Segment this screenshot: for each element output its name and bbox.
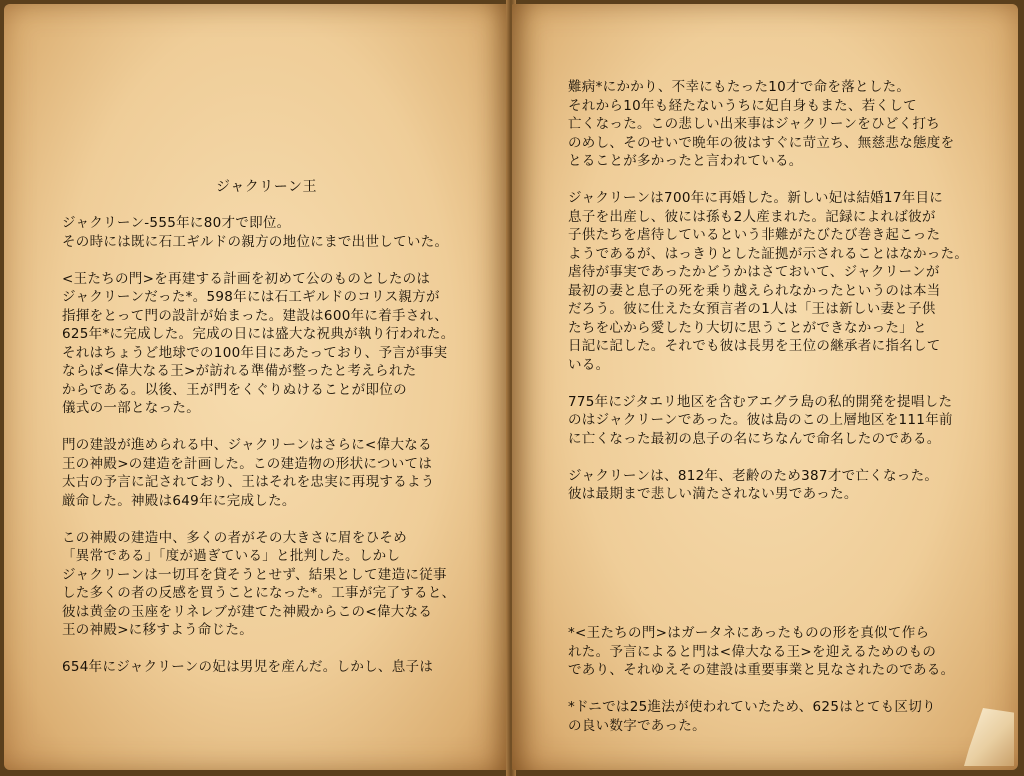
- left-page-body: [62, 214, 492, 695]
- paragraph: ジャクリーンは、812年、老齢のため387才で亡くなった。 彼は最期まで悲しい満たされない男であった。: [568, 467, 939, 502]
- right-page: [512, 4, 1018, 770]
- page-title: ジャクリーン王: [216, 179, 317, 195]
- paragraph: 難病*にかかり、不幸にもたった10才で命を落とした。 それから10年も経たないうちに妃自身もまた、若くして 亡くなった。この悲しい出来事はジャクリーンをひどく打ち のめし、そのせいで晩年の彼はすぐに苛立ち、無慈悲な態度を とることが多かったと言われている。: [568, 79, 955, 169]
- footnote: *<王たちの門>はガータネにあったものの形を真似て作ら れた。予言によると門は<偉大なる王>を迎えるためのもの であり、それゆえその建設は重要事業と見なされたのである。: [568, 625, 955, 678]
- paragraph: ジャクリーン-555年に80才で即位。 その時には既に石工ギルドの親方の地位にまで出世していた。: [62, 215, 449, 250]
- paragraph: 775年にジタエリ地区を含むアエグラ島の私的開発を提唱した のはジャクリーンであった。彼は島のこの上層地区を111年前 に亡くなった最初の息子の名にちなんで命名したのである。: [568, 393, 953, 447]
- left-page: [4, 4, 510, 770]
- footnotes: [568, 624, 1008, 754]
- paragraph: ジャクリーンは700年に再婚した。新しい妃は結婚17年目に 息子を出産し、彼には孫も2人産まれた。記録によれば彼が 子供たちを虐待しているという非難がたびたび巻き起こった ようであるが、はっきりとした証拠が示されることはなかった。 虐待が事実であったかどうかはさておいて、ジャクリーンが 最初の妻と息子の死を乗り越えられなかったというのは本当 だろう。彼に仕えた女預言者の1人は「王は新しい妻と子供 たちを心から愛したり大切に思うことができなかった」と 日記に記した。それでも彼は長男を王位の継承者に指名して いる。: [568, 190, 969, 373]
- paragraph: 654年にジャクリーンの妃は男児を産んだ。しかし、息子は: [62, 659, 434, 675]
- paragraph: この神殿の建造中、多くの者がその大きさに眉をひそめ 「異常である」「度が過ぎている」と批判した。しかし ジャクリーンは一切耳を貸そうとせず、結果として建造に従事 した多くの者の反感を買うことになった*。工事が完了すると、 彼は黄金の玉座をリネレブが建てた神殿からこの<偉大なる 王の神殿>に移すよう命じた。: [62, 529, 456, 638]
- right-page-body: [568, 78, 1008, 522]
- paragraph: 門の建設が進められる中、ジャクリーンはさらに<偉大なる 王の神殿>の建造を計画した。この建造物の形状については 太古の予言に記されており、王はそれを忠実に再現するよう 厳命した。神殿は649年に完成した。: [62, 437, 435, 509]
- footnote: *ドニでは25進法が使われていたため、625はとても区切り の良い数字であった。: [568, 699, 936, 734]
- paragraph: <王たちの門>を再建する計画を初めて公のものとしたのは ジャクリーンだった*。598年には石工ギルドのコリス親方が 指揮をとって門の設計が始まった。建設は600年に着手され、 625年*に完成した。完成の日には盛大な祝典が執り行われた。 それはちょうど地球での100年目にあたっており、予言が事実 ならば<偉大なる王>が訪れる準備が整ったと考えられた からである。以後、王が門をくぐりぬけることが即位の 儀式の一部となった。: [62, 270, 455, 416]
